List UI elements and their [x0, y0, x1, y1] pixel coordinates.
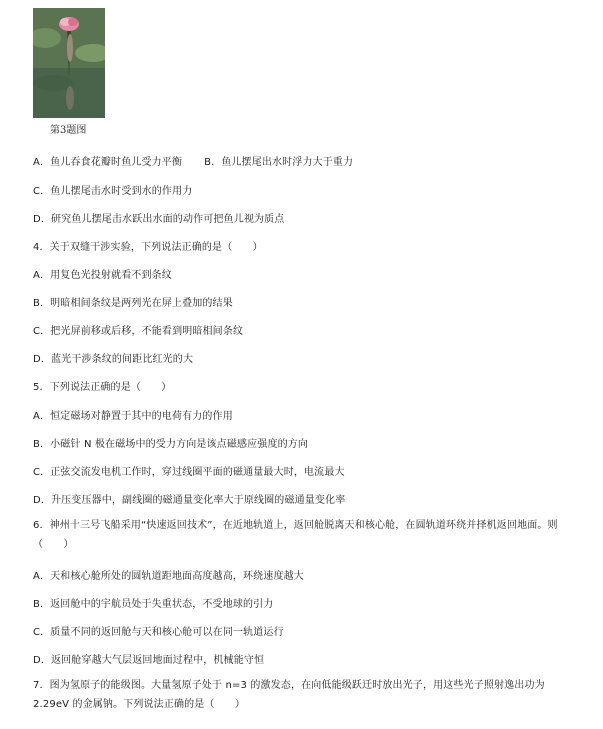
q4-option-d: D．蓝光干涉条纹的间距比红光的大 — [33, 354, 194, 365]
q4-option-a: A．用复色光投射就看不到条纹 — [33, 270, 172, 281]
q4-stem: 4．关于双缝干涉实验，下列说法正确的是（ ） — [33, 242, 263, 253]
q6-option-d: D．返回舱穿越大气层返回地面过程中，机械能守恒 — [33, 655, 265, 666]
q3-option-b: B．鱼儿摆尾出水时浮力大于重力 — [204, 157, 354, 168]
q3-options-ab — [33, 153, 353, 168]
lotus-flower-fish-photo-icon — [33, 8, 105, 118]
q3-option-a: A．鱼儿吞食花瓣时鱼儿受力平衡 — [33, 157, 183, 168]
q4-option-b: B．明暗相间条纹是两列光在屏上叠加的结果 — [33, 298, 233, 309]
figure-caption: 第3题图 — [50, 125, 87, 136]
q5-stem: 5．下列说法正确的是（ ） — [33, 382, 172, 393]
q5-option-a: A．恒定磁场对静置于其中的电荷有力的作用 — [33, 411, 233, 422]
q5-option-c: C．正弦交流发电机工作时，穿过线圈平面的磁通量最大时，电流最大 — [33, 467, 345, 478]
q5-option-b: B．小磁针 N 极在磁场中的受力方向是该点磁感应强度的方向 — [33, 439, 309, 450]
q3-option-c: C．鱼儿摆尾击水时受到水的作用力 — [33, 186, 193, 197]
q6-option-b: B．返回舱中的宇航员处于失重状态，不受地球的引力 — [33, 599, 274, 610]
q6-stem: 6．神州十三号飞船采用“快速返回技术”，在近地轨道上，返回舱脱离天和核心舱，在圆轨道环绕并择机返回地面。则（ ） — [33, 520, 558, 550]
q7-stem: 7．图为氢原子的能级图。大量氢原子处于 n=3 的激发态，在向低能级跃迁时放出光子，用这些光子照射逸出功为 2.29eV 的金属钠。下列说法正确的是（ ） — [33, 680, 545, 710]
q4-option-c: C．把光屏前移或后移，不能看到明暗相间条纹 — [33, 326, 244, 337]
q6-option-c: C．质量不同的返回舱与天和核心舱可以在同一轨道运行 — [33, 627, 284, 638]
q5-option-d: D．升压变压器中，副线圈的磁通量变化率大于原线圈的磁通量变化率 — [33, 495, 346, 506]
q3-option-d: D．研究鱼儿摆尾击水跃出水面的动作可把鱼儿视为质点 — [33, 214, 285, 225]
q6-option-a: A．天和核心舱所处的圆轨道距地面高度越高，环绕速度越大 — [33, 571, 304, 582]
